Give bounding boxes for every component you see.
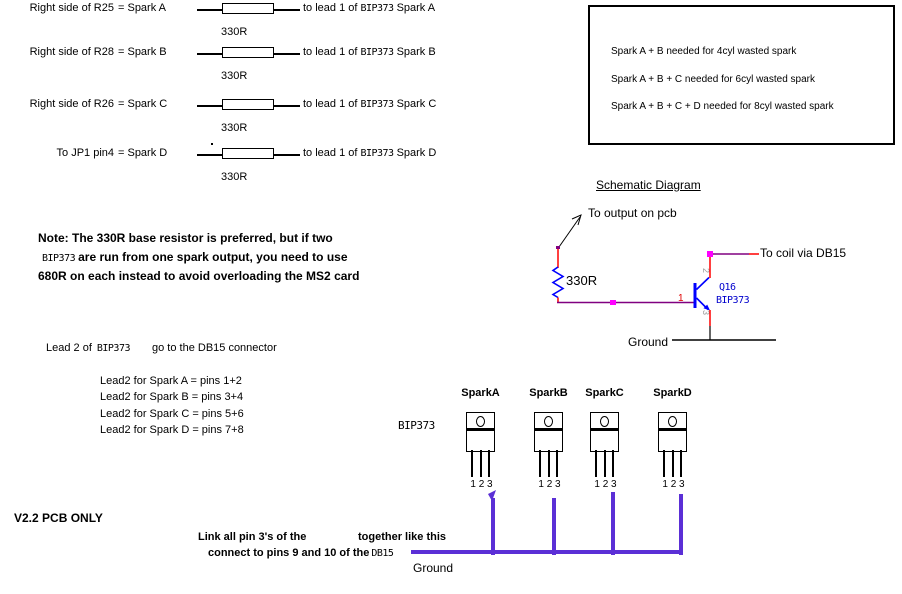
coil-label: To coil via DB15 — [760, 246, 847, 260]
mounting-hole-icon — [476, 416, 485, 427]
transistor-base-bar — [694, 283, 697, 308]
dest-signal: Spark B — [396, 46, 436, 58]
leg-1 — [663, 450, 665, 477]
leg-3 — [680, 450, 682, 477]
resistor-symbol — [222, 99, 274, 110]
package-family-label: BIP373 — [398, 419, 435, 432]
resistor-symbol — [222, 47, 274, 58]
tab-divider — [659, 428, 686, 431]
destination-label — [303, 2, 435, 14]
wire-stub — [556, 246, 560, 249]
connect-pre: connect to pins 9 and 10 of the — [208, 547, 370, 559]
source-label: Right side of R26 — [29, 98, 114, 110]
output-arrowhead-icon — [572, 215, 581, 225]
tab-divider — [535, 428, 562, 431]
note-line-1: Note: The 330R base resistor is preferred, but if two — [38, 231, 333, 245]
leg-3 — [488, 450, 490, 477]
lead2-pin-map: Lead2 for Spark C = pins 5+6 — [100, 408, 244, 420]
bus-ground-label: Ground — [413, 561, 454, 575]
emitter-stroke — [697, 298, 709, 310]
note-line-2-text: are run from one spark output, you need to use — [78, 250, 348, 264]
stray-dot — [211, 143, 213, 145]
signal-label: = Spark D — [118, 147, 168, 159]
source-label: To JP1 pin4 — [56, 147, 114, 159]
destination-label — [303, 98, 436, 110]
pin-numbers: 1 2 3 — [538, 479, 561, 490]
leg-2 — [604, 450, 606, 477]
destination-label — [303, 147, 436, 159]
signal-label: = Spark B — [118, 46, 167, 58]
info-line: Spark A + B + C + D needed for 8cyl wasted spark — [611, 101, 834, 112]
transistor-package-spark-c — [585, 387, 624, 490]
link-instruction: Link all pin 3's of the — [198, 531, 307, 543]
tab-divider — [467, 428, 494, 431]
part-number: BIP373 — [96, 343, 130, 354]
dest-signal: Spark D — [396, 147, 437, 159]
wire-segment — [197, 53, 222, 55]
leg-2 — [672, 450, 674, 477]
info-line: Spark A + B + C needed for 6cyl wasted spark — [611, 74, 816, 85]
pin-numbers: 1 2 3 — [470, 479, 493, 490]
pin-2-label: 2 — [701, 268, 711, 274]
mounting-hole-icon — [668, 416, 677, 427]
package-name: SparkB — [529, 387, 568, 399]
note-line-3: 680R on each instead to avoid overloading the MS2 card — [38, 269, 360, 283]
lead2-header — [46, 342, 277, 354]
junction-square — [707, 251, 713, 257]
wire-segment — [274, 105, 300, 107]
dest-pre: to lead 1 of — [303, 2, 358, 14]
wire-segment — [274, 53, 300, 55]
package-name: SparkC — [585, 387, 624, 399]
part-number: BIP373 — [360, 99, 394, 110]
pin3-wire — [679, 494, 683, 555]
source-label: Right side of R28 — [29, 46, 114, 58]
wire-segment — [197, 154, 222, 156]
transistor-package-spark-a — [461, 387, 500, 490]
cylinder-info-box — [588, 5, 895, 145]
part-number: BIP373 — [42, 253, 76, 264]
resistor-zigzag-symbol — [553, 267, 563, 298]
wire-segment — [197, 9, 222, 11]
pin3-wire — [611, 492, 615, 555]
leg-3 — [556, 450, 558, 477]
lead2-pin-map: Lead2 for Spark A = pins 1+2 — [100, 375, 242, 387]
leg-1 — [471, 450, 473, 477]
wire-segment — [197, 105, 222, 107]
leg-2 — [548, 450, 550, 477]
pin-numbers: 1 2 3 — [594, 479, 617, 490]
wire-segment — [274, 154, 300, 156]
mounting-hole-icon — [544, 416, 553, 427]
package-name: SparkA — [461, 387, 500, 399]
transistor-package-spark-b — [529, 387, 568, 490]
collector-stroke — [697, 278, 710, 290]
package-name: SparkD — [653, 387, 692, 399]
transistor-designator: Q16 — [719, 282, 736, 293]
part-number: BIP373 — [360, 3, 394, 14]
ground-label: Ground — [628, 335, 669, 349]
resistor-value: 330R — [221, 122, 248, 134]
resistor-value: 330R — [221, 70, 248, 82]
lead2-pin-map: Lead2 for Spark D = pins 7+8 — [100, 424, 244, 436]
together-instruction: together like this — [358, 531, 447, 543]
dest-pre: to lead 1 of — [303, 147, 358, 159]
wire-segment — [274, 9, 300, 11]
connect-instruction — [208, 547, 393, 559]
leg-1 — [595, 450, 597, 477]
leg-2 — [480, 450, 482, 477]
output-label: To output on pcb — [588, 206, 677, 220]
resistor-symbol — [222, 3, 274, 14]
schematic-title: Schematic Diagram — [596, 178, 701, 192]
resistor-value: 330R — [221, 26, 248, 38]
part-number: BIP373 — [360, 47, 394, 58]
dest-pre: to lead 1 of — [303, 98, 358, 110]
tab-divider — [591, 428, 618, 431]
part-number: BIP373 — [360, 148, 394, 159]
dest-signal: Spark A — [396, 2, 436, 14]
transistor-package-spark-d — [653, 387, 692, 490]
mounting-hole-icon — [600, 416, 609, 427]
destination-label — [303, 46, 436, 58]
leg-3 — [612, 450, 614, 477]
pin3-wire — [552, 498, 556, 555]
pin-1-label: 1 — [678, 293, 684, 304]
pin-numbers: 1 2 3 — [662, 479, 685, 490]
lead2-pre: Lead 2 of — [46, 342, 92, 354]
ground-bus-wire — [411, 550, 683, 554]
signal-label: = Spark C — [118, 98, 168, 110]
part-number: DB15 — [371, 548, 394, 559]
lead2-post: go to the DB15 connector — [152, 342, 277, 354]
dest-signal: Spark C — [396, 98, 437, 110]
pin3-wire — [491, 498, 495, 555]
resistor-symbol — [222, 148, 274, 159]
info-line: Spark A + B needed for 4cyl wasted spark — [611, 46, 797, 57]
lead2-pin-map: Lead2 for Spark B = pins 3+4 — [100, 391, 244, 403]
source-label: Right side of R25 — [29, 2, 114, 14]
note-line-2 — [38, 250, 348, 264]
resistor-row-spark-d — [0, 147, 902, 189]
pin-3-label: 3 — [701, 310, 711, 316]
transistor-part-number: BIP373 — [716, 295, 750, 306]
signal-label: = Spark A — [118, 2, 167, 14]
pcb-version-label: V2.2 PCB ONLY — [14, 511, 103, 525]
resistor-value: 330R — [221, 171, 248, 183]
output-arrow-line — [559, 217, 580, 247]
resistor-value-label: 330R — [566, 273, 598, 288]
dest-pre: to lead 1 of — [303, 46, 358, 58]
leg-1 — [539, 450, 541, 477]
junction-square — [610, 300, 616, 305]
